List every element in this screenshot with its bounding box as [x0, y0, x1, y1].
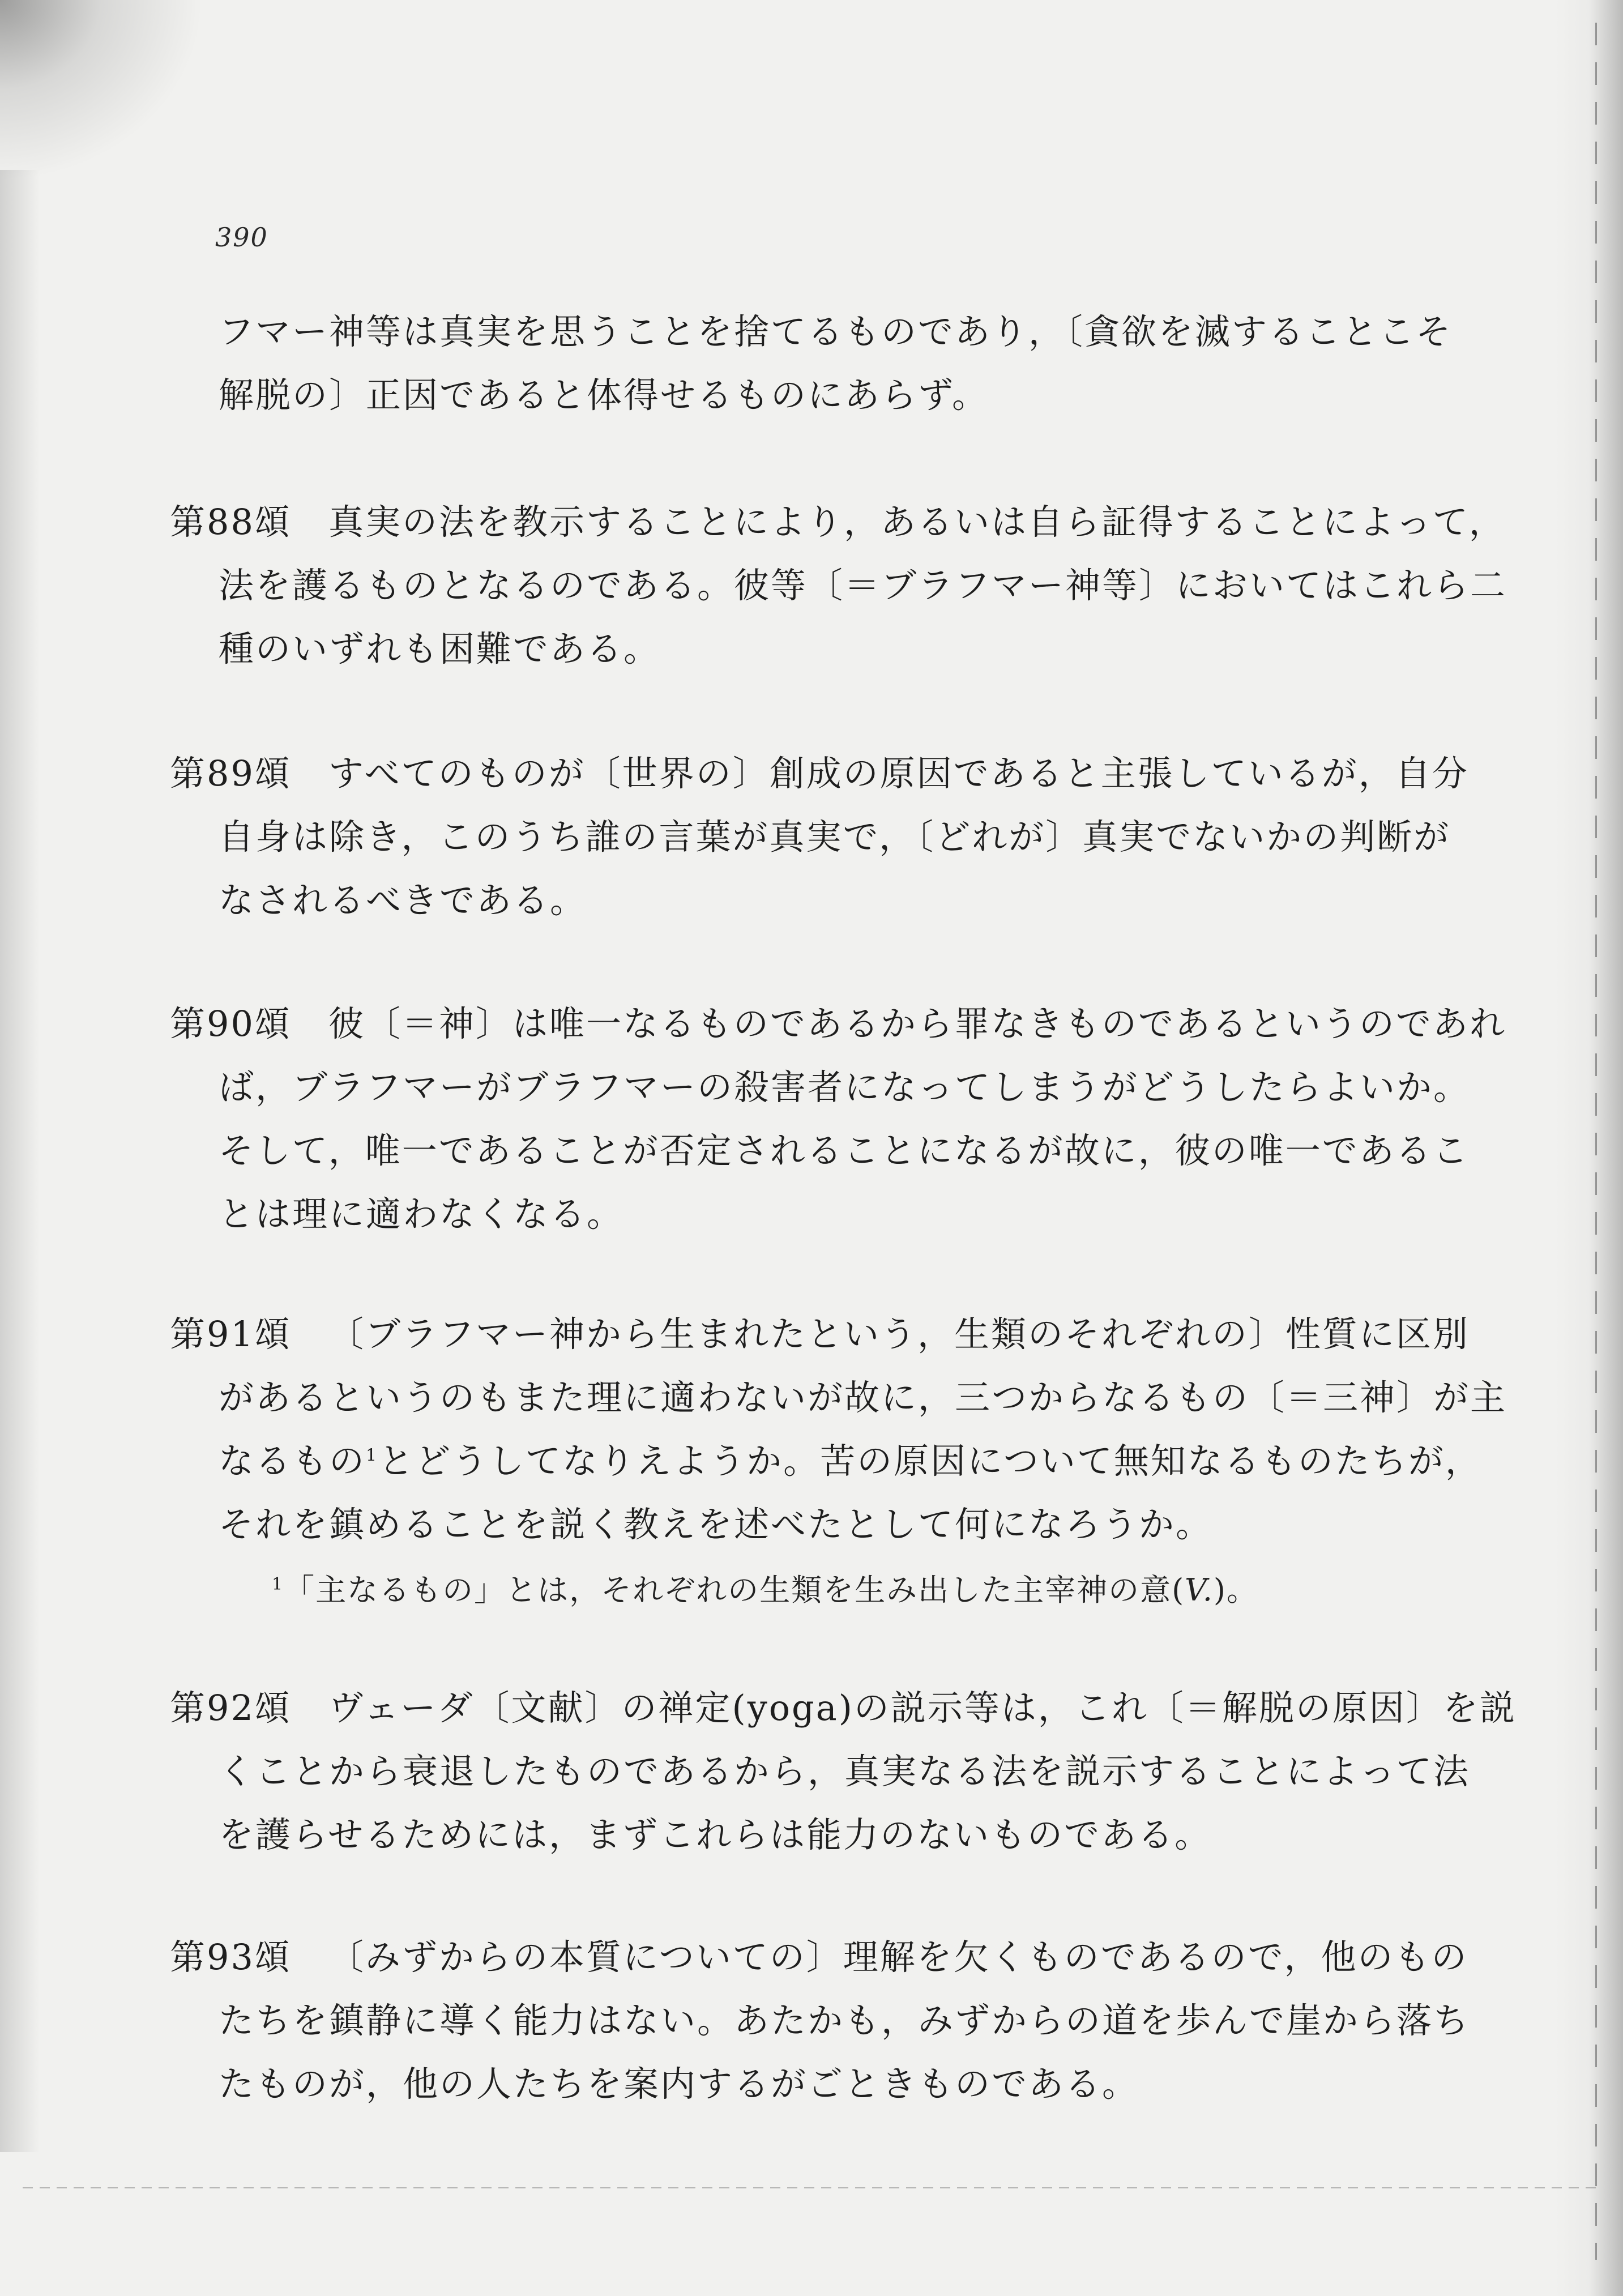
- text-line: があるというのもまた理に適わないが故に，三つからなるもの〔＝三神〕が主: [219, 1377, 1507, 1418]
- text-line: 真実の法を教示することにより，あるいは自ら証得することによって，: [328, 501, 1506, 543]
- verse-90: [170, 992, 1507, 1246]
- verse-89: [170, 742, 1489, 932]
- text-line: 解脱の〕正因であると体得せるものにあらず。: [219, 374, 989, 416]
- verse-label: 第92頌: [170, 1687, 292, 1729]
- text-line: ば，ブラフマーがブラフマーの殺害者になってしまうがどうしたらよいか。: [219, 1066, 1471, 1108]
- scan-shadow-left: [0, 170, 40, 2152]
- text-line: 法を護るものとなるのである。彼等〔＝ブラフマー神等〕においてはこれら二: [219, 565, 1507, 606]
- verse-label: 第90頌: [170, 1003, 292, 1044]
- text-line: とは理に適わなくなる。: [219, 1193, 624, 1235]
- text-line: ヴェーダ〔文献〕の禅定(yoga)の説示等は，これ〔＝解脱の原因〕を説: [328, 1687, 1517, 1729]
- text-line: 自身は除き，このうち誰の言葉が真実で，〔どれが〕真実でないかの判断が: [219, 816, 1451, 857]
- scan-binding-rule: [1595, 23, 1597, 2260]
- footnote-text: 「主なるもの」とは，それぞれの生類を生み出した主宰神の意(: [284, 1572, 1185, 1608]
- verse-93: [170, 1926, 1489, 2116]
- text-line: を護らせるためには，まずこれらは能力のないものである。: [219, 1814, 1212, 1855]
- footnote: [272, 1566, 1258, 1610]
- text-line: くことから衰退したものであるから，真実なる法を説示することによって法: [219, 1751, 1471, 1792]
- text-fragment: なるもの: [219, 1440, 366, 1482]
- footnote-abbr: V.: [1185, 1572, 1214, 1608]
- text-line: フマー神等は真実を思うことを捨てるものであり，〔貪欲を滅することこそ: [219, 311, 1453, 352]
- text-fragment: とどうしてなりえようか。苦の原因について無知なるものたちが，: [378, 1440, 1482, 1482]
- footnote-reference: 1: [366, 1445, 379, 1466]
- text-line: [170, 1429, 1489, 1493]
- text-line: 〔ブラフマー神から生まれたという，生類のそれぞれの〕性質に区別: [328, 1313, 1470, 1355]
- page-number: 390: [215, 222, 268, 253]
- verse-92: [170, 1676, 1517, 1867]
- scan-bottom-rule: [23, 2187, 1597, 2188]
- scan-shadow-right: [1555, 0, 1623, 2296]
- text-line: すべてのものが〔世界の〕創成の原因であると主張しているが，自分: [328, 753, 1469, 794]
- footnote-mark: 1: [272, 1574, 284, 1594]
- intro-paragraph: [170, 300, 1489, 427]
- verse-label: 第89頌: [170, 753, 292, 794]
- footnote-end: )。: [1213, 1572, 1258, 1608]
- text-line: 〔みずからの本質についての〕理解を欠くものであるので，他のもの: [328, 1936, 1468, 1978]
- text-line: 種のいずれも困難である。: [219, 628, 661, 669]
- text-line: 彼〔＝神〕は唯一なるものであるから罪なきものであるというのであれ: [328, 1003, 1507, 1044]
- text-line: そして，唯一であることが否定されることになるが故に，彼の唯一であるこ: [219, 1130, 1470, 1171]
- verse-91: [170, 1303, 1507, 1556]
- scan-shadow-corner: [0, 0, 204, 181]
- text-line: なされるべきである。: [219, 880, 587, 921]
- verse-label: 第88頌: [170, 501, 292, 543]
- text-line: たちを鎮静に導く能力はない。あたかも，みずからの道を歩んで崖から落ち: [219, 2000, 1471, 2041]
- verse-label: 第93頌: [170, 1936, 292, 1978]
- verse-88: [170, 490, 1507, 681]
- text-line: たものが，他の人たちを案内するがごときものである。: [219, 2063, 1139, 2105]
- text-line: それを鎮めることを説く教えを述べたとして何になろうか。: [219, 1504, 1213, 1545]
- verse-label: 第91頌: [170, 1313, 292, 1355]
